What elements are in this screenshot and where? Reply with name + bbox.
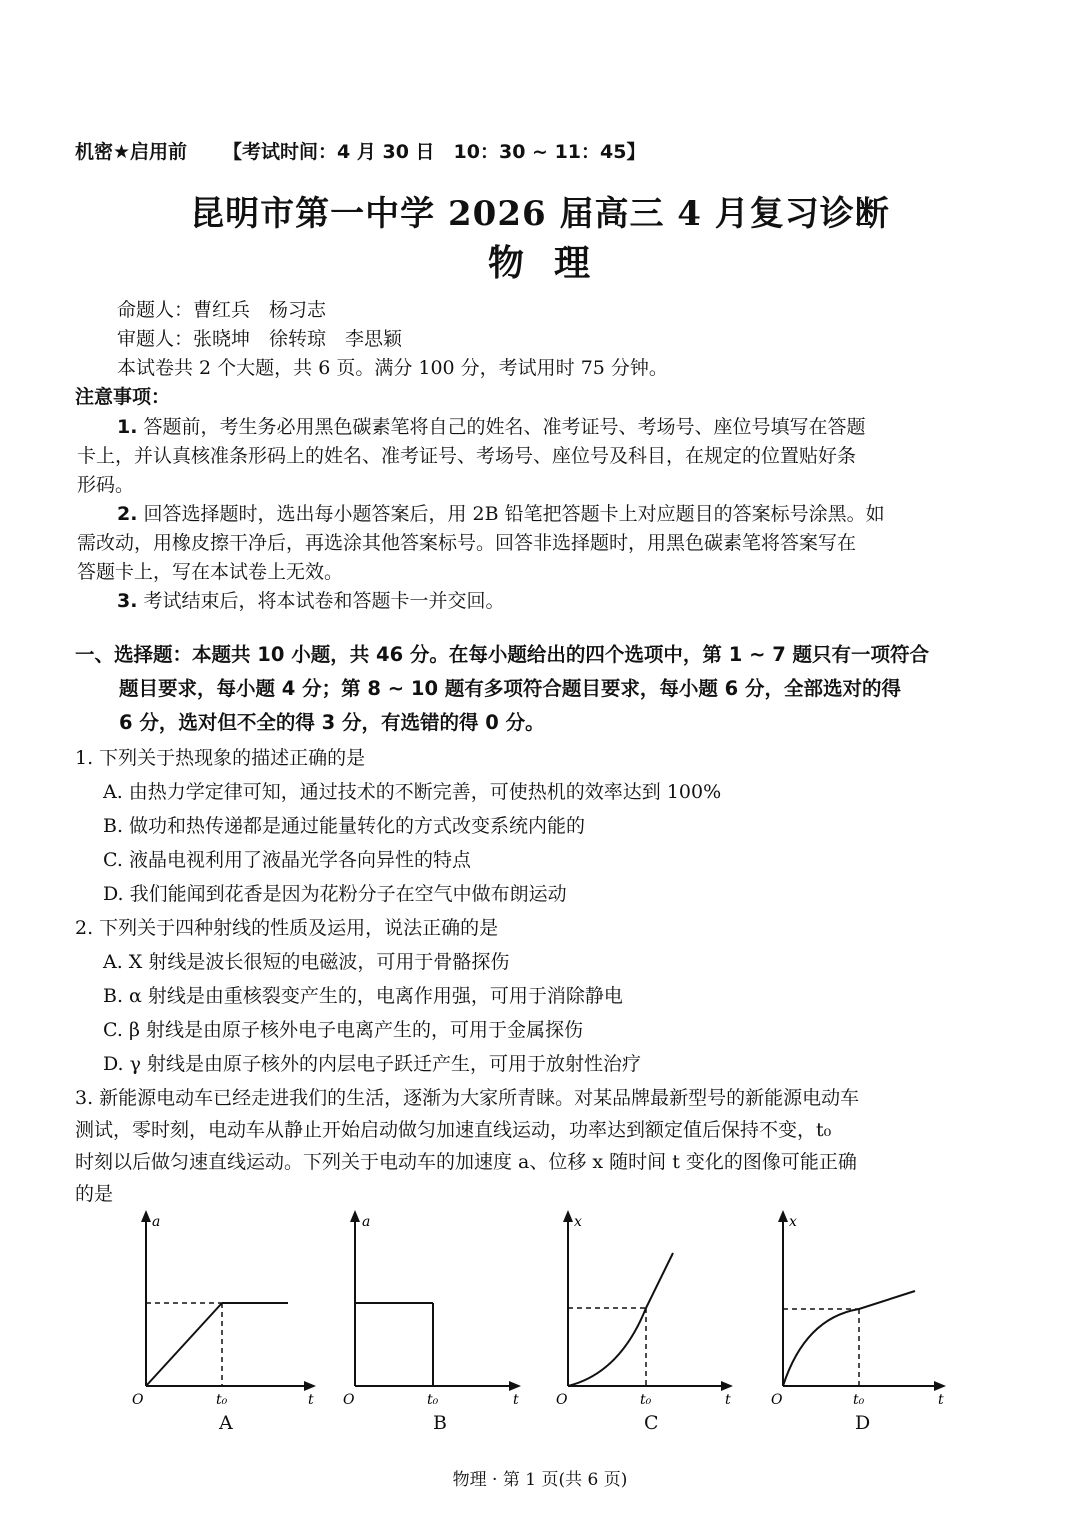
setters-line: 命题人：曹红兵 杨习志 — [117, 299, 327, 321]
question-option: B. α 射线是由重核裂变产生的，电离作用强，可用于消除静电 — [103, 985, 623, 1007]
graph-a — [130, 1208, 330, 1448]
exam-title: 昆明市第一中学 2026 届高三 4 月复习诊断 — [190, 194, 890, 234]
graph-options — [110, 1208, 990, 1448]
notice-line: 3. 考试结束后，将本试卷和答题卡一并交回。 — [117, 590, 505, 612]
origin-label: O — [132, 1392, 144, 1408]
subject-title — [0, 235, 1080, 286]
question-option: B. 做功和热传递都是通过能量转化的方式改变系统内能的 — [103, 815, 586, 837]
xaxis-label: t — [725, 1392, 731, 1408]
yaxis-label: a — [362, 1214, 371, 1230]
tick-label: t₀ — [216, 1392, 228, 1408]
notice-line: 需改动，用橡皮擦干净后，再选涂其他答案标号。回答非选择题时，用黑色碳素笔将答案写在 — [77, 532, 857, 554]
xaxis-label: t — [308, 1392, 314, 1408]
graph-c — [556, 1208, 760, 1448]
notice-heading: 注意事项： — [75, 386, 171, 408]
question-option: D. 我们能闻到花香是因为花粉分子在空气中做布朗运动 — [103, 883, 567, 905]
notice-line: 答题卡上，写在本试卷上无效。 — [77, 561, 344, 583]
question-stem: 3. 新能源电动车已经走进我们的生活，逐渐为大家所青睐。对某品牌最新型号的新能源电动车 — [75, 1087, 860, 1109]
graph-d — [771, 1208, 975, 1448]
notice-line: 1. 答题前，考生务必用黑色碳素笔将自己的姓名、准考证号、考场号、座位号填写在答题 — [117, 416, 866, 438]
reviewers-line: 审题人：张晓坤 徐转琼 李思颖 — [117, 328, 403, 350]
question-option: A. 由热力学定律可知，通过技术的不断完善，可使热机的效率达到 100% — [103, 781, 722, 803]
graph-b-svg — [345, 1208, 545, 1408]
yaxis-label: a — [152, 1214, 161, 1230]
yaxis-label: x — [789, 1214, 797, 1230]
origin-label: O — [771, 1392, 783, 1408]
question-option: C. β 射线是由原子核外电子电离产生的，可用于金属探伤 — [103, 1019, 583, 1041]
question-stem: 1. 下列关于热现象的描述正确的是 — [75, 747, 366, 769]
tick-label: t₀ — [853, 1392, 865, 1408]
notice-line: 卡上，并认真核准条形码上的姓名、准考证号、考场号、座位号及科目，在规定的位置贴好条 — [77, 445, 857, 467]
yaxis-label: x — [574, 1214, 582, 1230]
graph-label: A — [219, 1412, 233, 1434]
section1-line: 6 分，选对但不全的得 3 分，有选错的得 0 分。 — [119, 711, 545, 734]
graph-c-svg — [556, 1208, 760, 1408]
tick-label: t₀ — [427, 1392, 439, 1408]
question-option: D. γ 射线是由原子核外的内层电子跃迁产生，可用于放射性治疗 — [103, 1053, 642, 1075]
section1-line: 题目要求，每小题 4 分；第 8 ~ 10 题有多项符合题目要求，每小题 6 分，全部选对的得 — [119, 677, 901, 700]
origin-label: O — [343, 1392, 355, 1408]
question-option: A. X 射线是波长很短的电磁波，可用于骨骼探伤 — [103, 951, 510, 973]
xaxis-label: t — [513, 1392, 519, 1408]
graph-d-svg — [771, 1208, 975, 1408]
graph-label: D — [855, 1412, 871, 1434]
question-stem: 2. 下列关于四种射线的性质及运用，说法正确的是 — [75, 917, 499, 939]
page-footer: 物理 · 第 1 页(共 6 页) — [452, 1470, 628, 1490]
graph-label: C — [644, 1412, 659, 1434]
xaxis-label: t — [938, 1392, 944, 1408]
graph-label: B — [433, 1412, 447, 1434]
header-line — [75, 137, 645, 164]
tick-label: t₀ — [640, 1392, 652, 1408]
graph-b — [345, 1208, 545, 1448]
question-stem: 时刻以后做匀速直线运动。下列关于电动车的加速度 a、位移 x 随时间 t 变化的图像可能正确 — [75, 1151, 857, 1173]
graph-a-svg — [130, 1208, 330, 1408]
section1-line: 一、选择题：本题共 10 小题，共 46 分。在每小题给出的四个选项中，第 1 ~ 7 题只有一项符合 — [75, 643, 930, 666]
secret-label: 机密★启用前 — [75, 141, 188, 163]
notice-line: 2. 回答选择题时，选出每小题答案后，用 2B 铅笔把答题卡上对应题目的答案标号涂黑。如 — [117, 503, 885, 525]
origin-label: O — [556, 1392, 568, 1408]
exam-time: 【考试时间：4 月 30 日 10：30 ~ 11：45】 — [223, 141, 646, 163]
notice-line: 形码。 — [77, 474, 135, 496]
question-stem: 的是 — [75, 1183, 114, 1205]
subject-char-1: 物 — [487, 242, 526, 284]
summary-line: 本试卷共 2 个大题，共 6 页。满分 100 分，考试用时 75 分钟。 — [117, 357, 668, 379]
question-option: C. 液晶电视利用了液晶光学各向异性的特点 — [103, 849, 471, 871]
subject-char-2: 理 — [554, 242, 593, 284]
question-stem: 测试，零时刻，电动车从静止开始启动做匀加速直线运动，功率达到额定值后保持不变，t₀ — [75, 1119, 832, 1141]
